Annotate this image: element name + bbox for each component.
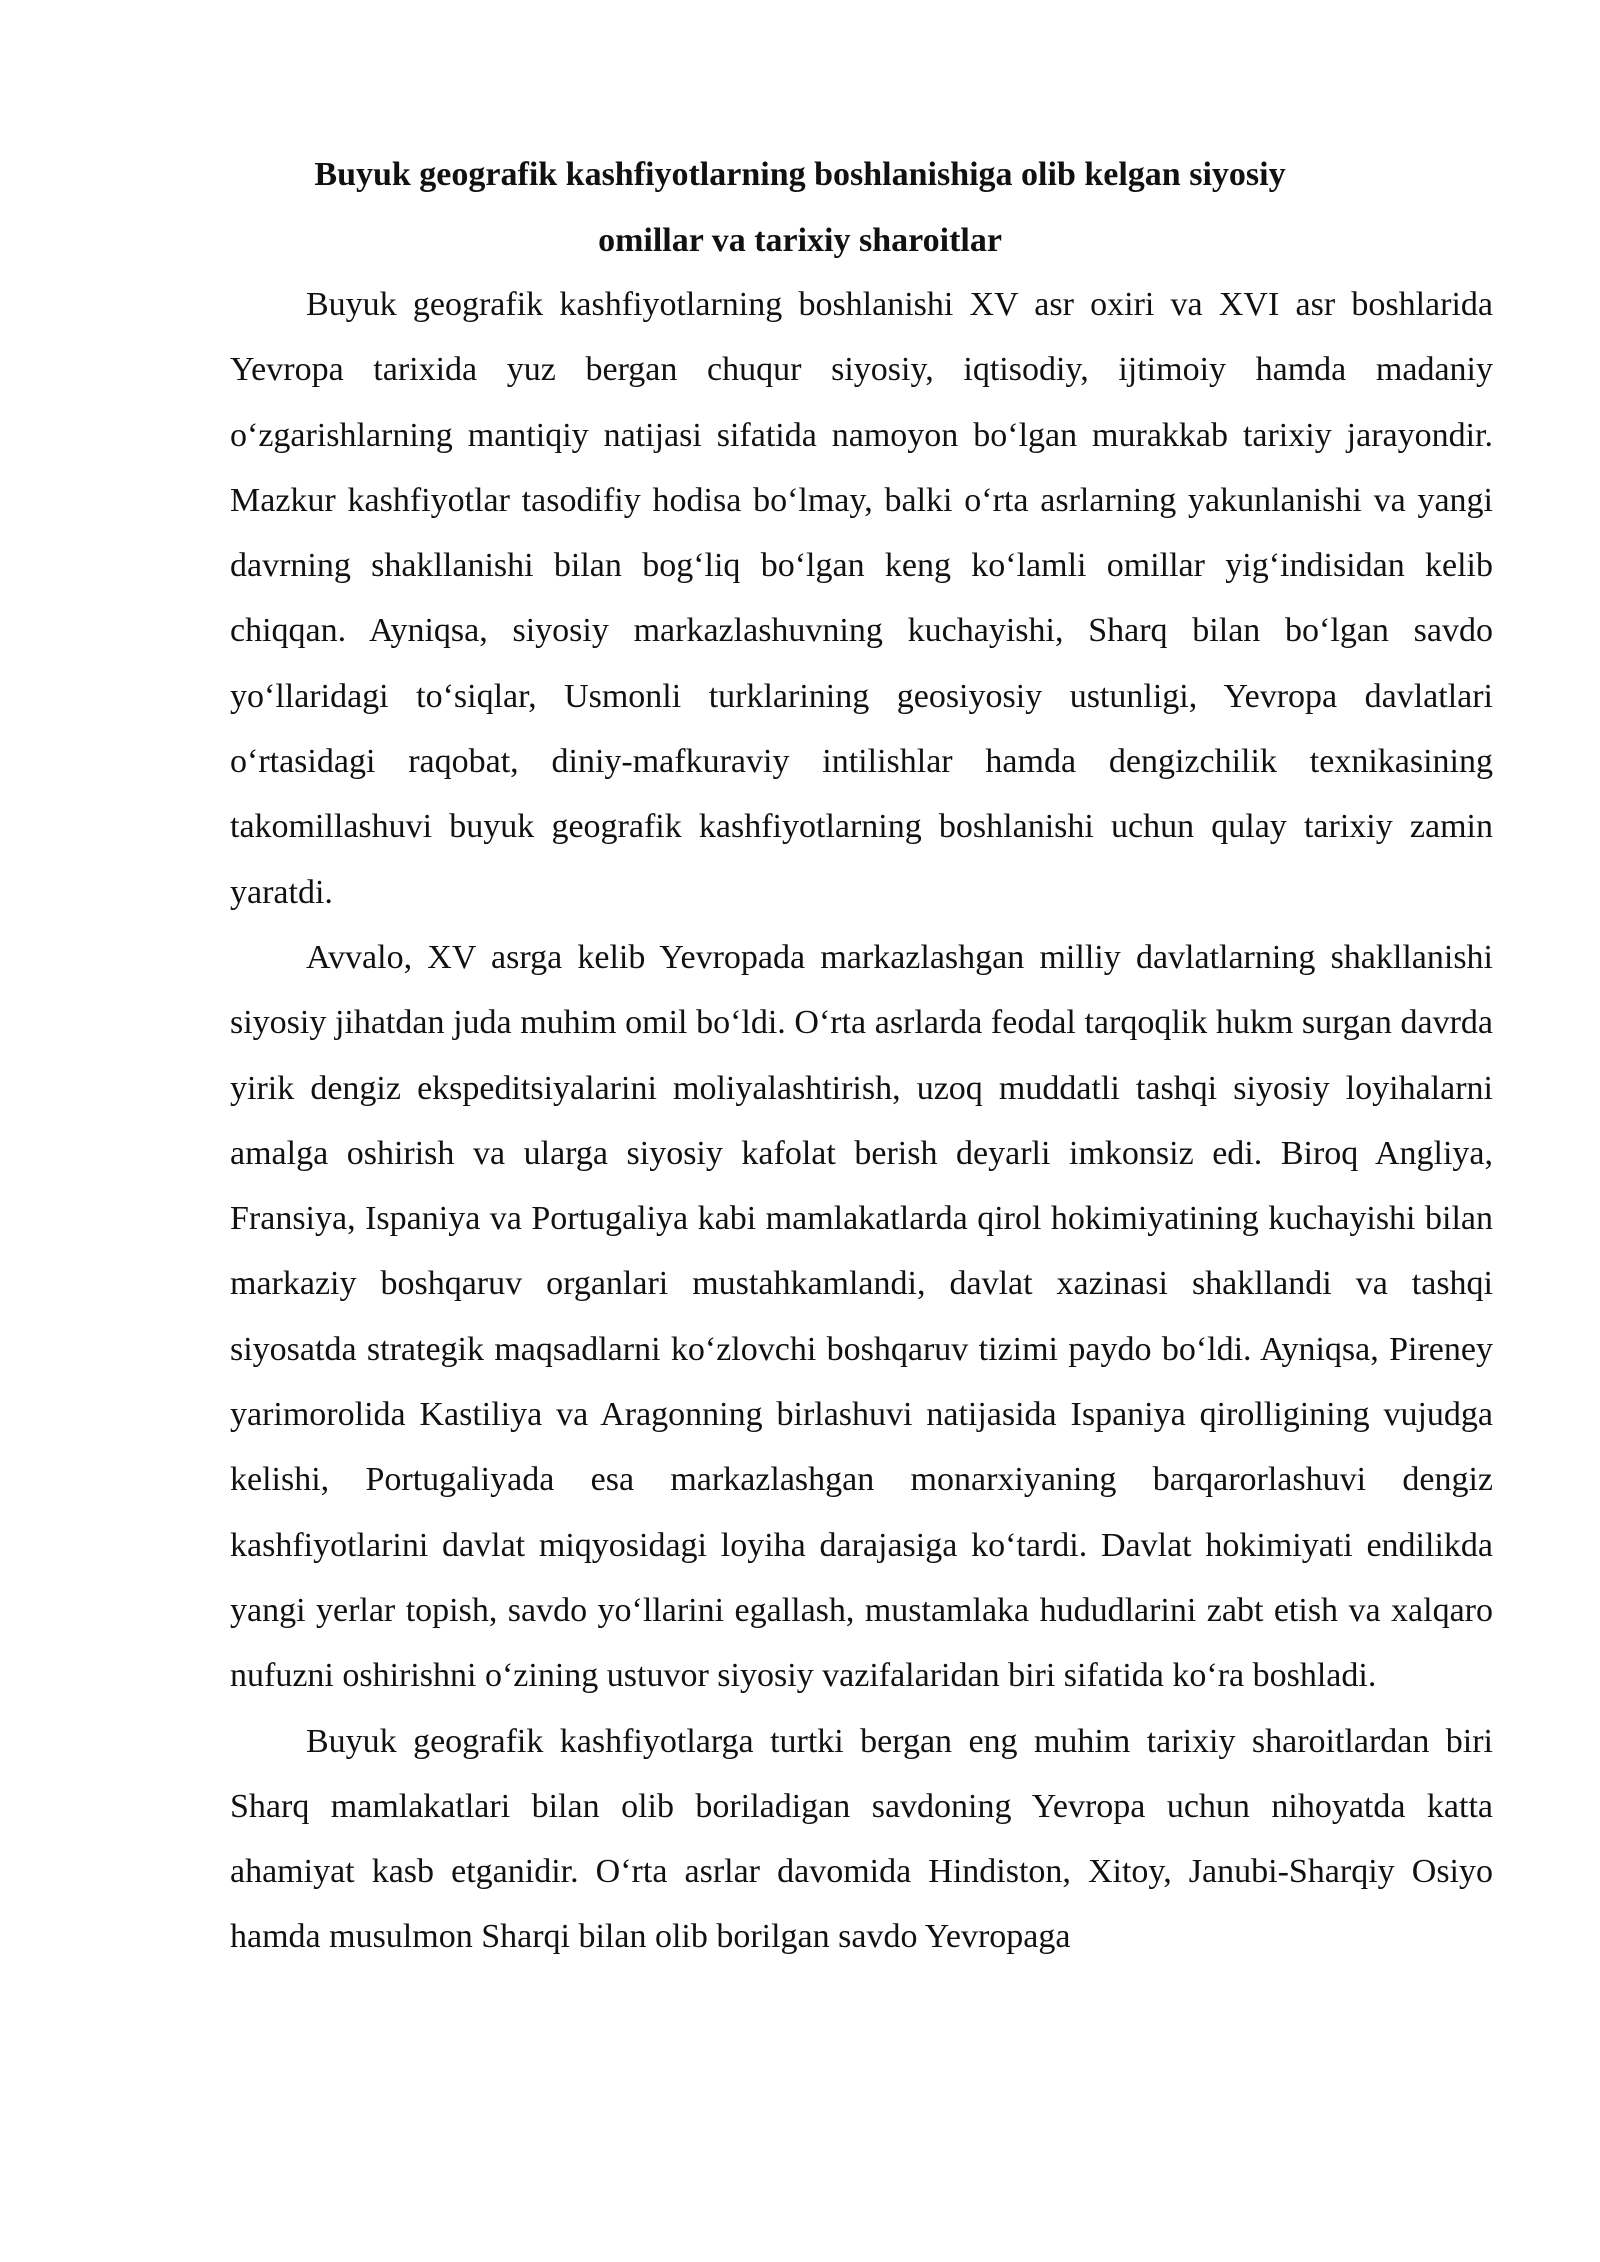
paragraph-1: Buyuk geografik kashfiyotlarning boshlanishi XV asr oxiri va XVI asr boshlarida Yevropa tarixida yuz bergan chuqur siyosiy, iqtisodiy, ijtimoiy hamda madaniy o‘zgarishlarning mantiqiy natijasi sifatida namoyon bo‘lgan murakkab tarixiy jarayondir. Mazkur kashfiyotlar tasodifiy hodisa bo‘lmay, balki o‘rta asrlarning yakunlanishi va yangi davrning shakllanishi bilan bog‘liq bo‘lgan keng ko‘lamli omillar yig‘indisidan kelib chiqqan. Ayniqsa, siyosiy markazlashuvning kuchayishi, Sharq bilan bo‘lgan savdo yo‘llaridagi to‘siqlar, Usmonli turklarining geosiyosiy ustunligi, Yevropa davlatlari o‘rtasidagi raqobat, diniy-mafkuraviy intilishlar hamda dengizchilik texnikasining takomillashuvi buyuk geografik kashfiyotlarning boshlanishi uchun qulay tarixiy zamin yaratdi. [230, 286, 1493, 911]
title-line-2: omillar va tarixiy sharoitlar [598, 222, 1002, 259]
paragraph-3: Buyuk geografik kashfiyotlarga turtki bergan eng muhim tarixiy sharoitlardan biri Sharq mamlakatlari bilan olib boriladigan savdoning Yevropa uchun nihoyatda katta ahamiyat kasb etganidir. O‘rta asrlar davomida Hindiston, Xitoy, Janubi-Sharqiy Osiyo hamda musulmon Sharqi bilan olib borilgan savdo Yevropaga [230, 1722, 1493, 1956]
document-title [300, 142, 1300, 274]
title-line-1: Buyuk geografik kashfiyotlarning boshlanishiga olib kelgan siyosiy [314, 156, 1286, 193]
paragraph-2: Avvalo, XV asrga kelib Yevropada markazlashgan milliy davlatlarning shakllanishi siyosiy jihatdan juda muhim omil bo‘ldi. O‘rta asrlarda feodal tarqoqlik hukm surgan davrda yirik dengiz ekspeditsiyalarini moliyalashtirish, uzoq muddatli tashqi siyosiy loyihalarni amalga oshirish va ularga siyosiy kafolat berish deyarli imkonsiz edi. Biroq Angliya, Fransiya, Ispaniya va Portugaliya kabi mamlakatlarda qirol hokimiyatining kuchayishi bilan markaziy boshqaruv organlari mustahkamlandi, davlat xazinasi shakllandi va tashqi siyosatda strategik maqsadlarni ko‘zlovchi boshqaruv tizimi paydo bo‘ldi. Ayniqsa, Pireney yarimorolida Kastiliya va Aragonning birlashuvi natijasida Ispaniya qirolligining vujudga kelishi, Portugaliyada esa markazlashgan monarxiyaning barqarorlashuvi dengiz kashfiyotlarini davlat miqyosidagi loyiha darajasiga ko‘tardi. Davlat hokimiyati endilikda yangi yerlar topish, savdo yo‘llarini egallash, mustamlaka hududlarini zabt etish va xalqaro nufuzni oshirishni o‘zining ustuvor siyosiy vazifalaridan biri sifatida ko‘ra boshladi. [230, 938, 1493, 1695]
document-body [230, 272, 1493, 1970]
